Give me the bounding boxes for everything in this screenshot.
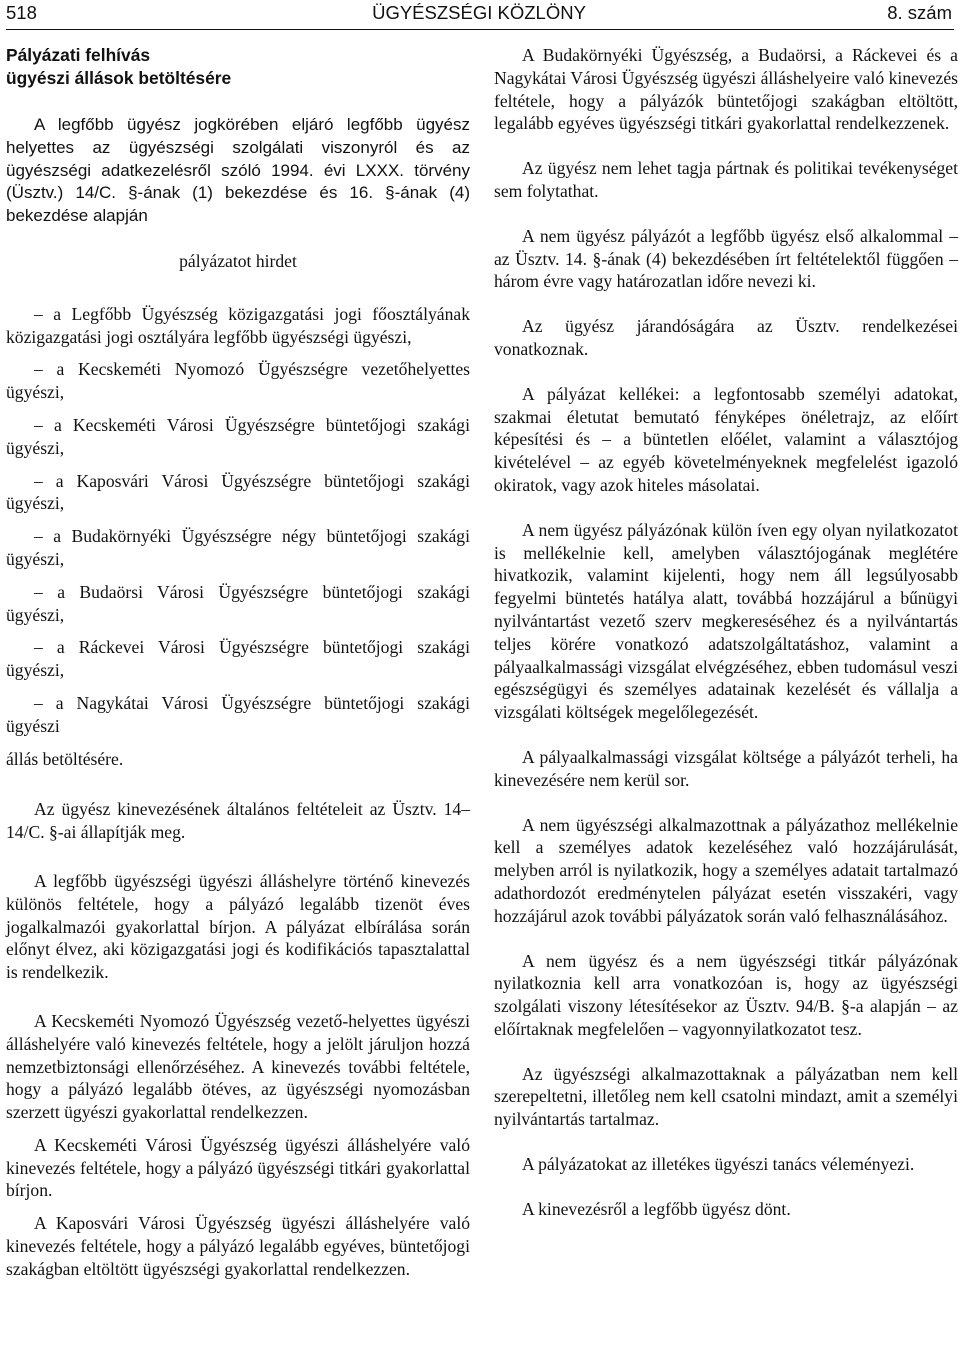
announcement: pályázatot hirdet	[179, 250, 297, 271]
running-header	[6, 2, 952, 28]
position-item: – a Legfőbb Ügyészség közigazgatási jogi főosztályának közigazgatási jogi osztályára legfőbb ügyészségi ügyészi,	[6, 303, 470, 347]
closing-line: állás betöltésére.	[6, 748, 124, 769]
body-paragraph: A nem ügyészségi alkalmazottnak a pályázathoz mellékelnie kell a személyes adatok kezeléséhez való hozzájárulását, melyben arról is nyilatkozik, hogy a személyes adatait tartalmazó adathordozót eredménytelen pályázat esetén visszakéri, vagy hozzájárul azok további pályázatok során való felhasználásához.	[494, 814, 958, 926]
position-item: – a Kecskeméti Városi Ügyészségre büntetőjogi szakági ügyészi,	[6, 414, 470, 458]
notice-title: Pályázati felhívás	[6, 45, 151, 65]
notice-subtitle: ügyészi állások betöltésére	[6, 68, 232, 88]
body-paragraph: A pályaalkalmassági vizsgálat költsége a pályázót terheli, ha kinevezésére nem kerül sor.	[494, 746, 958, 790]
position-item: – a Nagykátai Városi Ügyészségre büntetőjogi szakági ügyészi	[6, 692, 470, 736]
header-rule	[6, 29, 954, 30]
page-number: 518	[6, 2, 37, 23]
body-paragraph: A nem ügyész pályázónak külön íven egy olyan nyilatkozatot is mellékelnie kell, amelyben választójogának meglétére hivatkozik, valamint kijelenti, hogy nem áll legsúlyosabb fegyelmi büntetés hatálya alatt, továbbá hozzájárul a bűnügyi nyilvántartást vezető szerv megkereséséhez és a nyilvántartás teljes körére vonatkozó adatszolgáltatáshoz, valamint a pályaalkalmassági vizsgálat elvégzéséhez, ebben tudomásul veszi egészségügyi és személyes adatainak kezelését és vállalja a vizsgálati költségek megelőlegezését.	[494, 519, 958, 723]
intro-paragraph: A legfőbb ügyész jogkörében eljáró legfőbb ügyész helyettes az ügyészségi szolgálati viszonyról és az ügyészségi adatkezelésről szóló 1994. évi LXXX. törvény (Üsztv.) 14/C. §-ának (1) bekezdése és 16. §-ának (4) bekezdése alapján	[6, 115, 470, 226]
body-paragraph: A Kecskeméti Nyomozó Ügyészség vezető-helyettes ügyészi álláshelyére való kinevezés feltétele, hogy a jelölt járuljon hozzá nemzetbiztonsági ellenőrzéséhez. A kinevezés további feltétele, hogy a pályázó legalább ötéves, az ügyészségi nyomozásban szerzett ügyészi gyakorlattal rendelkezzen.	[6, 1010, 470, 1123]
body-paragraph: Az ügyész nem lehet tagja pártnak és politikai tevékenységet sem folytathat.	[494, 158, 958, 201]
position-item: – a Budaörsi Városi Ügyészségre büntetőjogi szakági ügyészi,	[6, 581, 470, 625]
body-paragraph: A pályázatokat az illetékes ügyészi tanács véleményezi.	[522, 1154, 915, 1175]
body-paragraph: A nem ügyész és a nem ügyészségi titkár pályázónak nyilatkoznia kell arra vonatkozóan is, hogy az ügyészségi szolgálati viszony létesítésekor az Üsztv. 94/B. §-a alapján – az előírtaknak megfelelően – vagyonnyilatkozatot tesz.	[494, 950, 958, 1039]
body-paragraph: Az ügyész járandóságára az Üsztv. rendelkezései vonatkoznak.	[494, 316, 958, 359]
journal-title: ÜGYÉSZSÉGI KÖZLÖNY	[372, 2, 586, 23]
body-paragraph: Az ügyész kinevezésének általános feltételeit az Üsztv. 14–14/C. §-ai állapítják meg.	[6, 799, 470, 843]
position-item: – a Kaposvári Városi Ügyészségre büntetőjogi szakági ügyészi,	[6, 470, 470, 514]
position-item: – a Kecskeméti Nyomozó Ügyészségre vezetőhelyettes ügyészi,	[6, 359, 470, 403]
body-paragraph: Az ügyészségi alkalmazottaknak a pályázatban nem kell szerepeltetni, illetőleg nem kell csatolni mindazt, amit a személyi nyilvántartás tartalmaz.	[494, 1063, 958, 1130]
body-paragraph: A legfőbb ügyészségi ügyészi álláshelyre történő kinevezés különös feltétele, hogy a pályázó legalább tizenöt éves jogalkalmazói gyakorlattal bírjon. A pályázat elbírálása során előnyt élvez, aki közigazgatási jogi és kodifikációs tapasztalattal is rendelkezik.	[6, 870, 470, 983]
issue-number: 8. szám	[887, 2, 952, 23]
body-paragraph: A Budakörnyéki Ügyészség, a Budaörsi, a Ráckevei és a Nagykátai Városi Ügyészség ügyészi álláshelyeire való kinevezés feltétele, hogy a pályázók büntetőjogi szakágban eltöltött, legalább egyéves ügyészségi titkári gyakorlattal rendelkezzenek.	[494, 45, 958, 134]
body-paragraph: A Kecskeméti Városi Ügyészség ügyészi álláshelyére való kinevezés feltétele, hogy a pályázó ügyészségi titkári gyakorlattal bírjon.	[6, 1134, 470, 1201]
body-paragraph: A pályázat kellékei: a legfontosabb személyi adatokat, szakmai életutat bemutató fényképes önéletrajz, az előírt képesítési és – a büntetlen előélet, valamint a választójog kivételével – az egyéb követelményeknek megfelelést igazoló okiratok, vagy azok hiteles másolatai.	[494, 383, 958, 495]
right-column	[494, 44, 958, 1221]
left-column	[6, 44, 470, 1281]
position-item: – a Budakörnyéki Ügyészségre négy büntetőjogi szakági ügyészi,	[6, 526, 470, 569]
body-paragraph: A Kaposvári Városi Ügyészség ügyészi álláshelyére való kinevezés feltétele, hogy a pályázó legalább egyéves, büntetőjogi szakágban eltöltött ügyészségi gyakorlattal rendelkezzen.	[6, 1213, 470, 1279]
body-paragraph: A nem ügyész pályázót a legfőbb ügyész első alkalommal – az Üsztv. 14. §-ának (4) bekezdésében írt feltételektől függően – három évre vagy határozatlan időre nevezi ki.	[494, 225, 958, 292]
position-item: – a Ráckevei Városi Ügyészségre büntetőjogi szakági ügyészi,	[6, 637, 470, 681]
body-paragraph: A kinevezésről a legfőbb ügyész dönt.	[522, 1198, 791, 1219]
